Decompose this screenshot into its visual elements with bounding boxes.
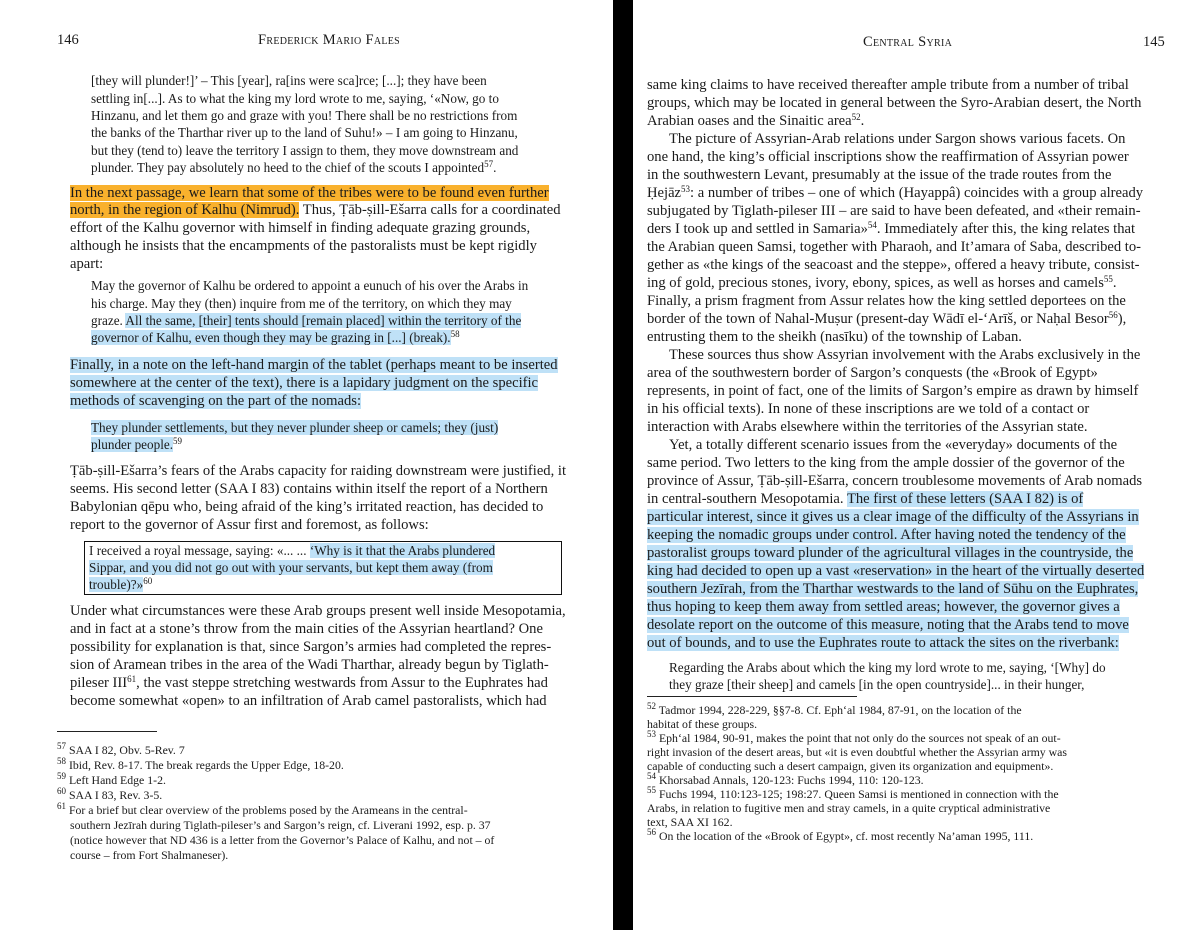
left-page-number: 146 (57, 32, 79, 48)
footnote: southern Jezīrah during Tiglath-pileser’s and Sargon’s reign, cf. Liverani 1992, esp. p. 37 (70, 818, 491, 832)
highlight-blue: They plunder settlements, but they never plunder sheep or camels; they (just) (91, 420, 499, 435)
highlight-blue: The first of these letters (SAA I 82) is of (846, 491, 1084, 507)
body-line: interaction with Arabs elsewhere within the territories of the Assyrian state. (647, 419, 1088, 435)
body-line: apart: (70, 256, 104, 272)
body-line: These sources thus show Assyrian involvement with the Arabs exclusively in the (669, 347, 1141, 363)
body-line: north, in the region of Kalhu (Nimrud). Thus, Ṭāb-ṣill-Ešarra calls for a coordinated (70, 202, 561, 218)
highlight-blue: somewhere at the center of the text), there is a lapidary judgment on the specific (70, 375, 539, 391)
footnote: $^{58}$ Ibid, Rev. 8-17. The break regards the Upper Edge, 18-20. (57, 756, 344, 772)
highlight-blue: pastoralist groups toward plunder of the agricultural villages in the countryside, the (647, 545, 1134, 561)
body-line: although he insists that the encampments of the pastoralists must be kept rigidly (70, 238, 537, 254)
highlight-blue: plunder people. (91, 437, 174, 452)
quote-line (91, 330, 460, 347)
body-line: ing of gold, precious stones, ivory, ebony, spices, as well as horses and camels$^{55}$. (647, 274, 1117, 291)
footnote-ref: 52 (851, 112, 861, 122)
footnote-ref: 55 (1103, 274, 1113, 284)
body-line: Under what circumstances were these Arab groups present well inside Mesopotamia, (70, 603, 566, 619)
body-line: Yet, a totally different scenario issues from the «everyday» documents of the (669, 437, 1118, 453)
highlight-blue: ‘Why is it that the Arabs plundered (309, 543, 496, 558)
footnote: text, SAA XI 162. (647, 815, 733, 829)
footnote-ref: 58 (450, 329, 460, 339)
body-line: Arabian oases and the Sinaitic area$^{52}$. (647, 112, 865, 129)
highlight-blue: southern Jezīrah, from the Tharthar westwards to the land of Sūhu on the Euphrates, (647, 581, 1139, 597)
footnote: $^{56}$ On the location of the «Brook of Egypt», cf. most recently Na’aman 1995, 111. (647, 827, 1034, 843)
body-line (647, 526, 1126, 544)
body-line: in central-southern Mesopotamia. The first of these letters (SAA I 82) is of (647, 491, 1084, 507)
body-line: The picture of Assyrian-Arab relations under Sargon shows various facets. On (669, 131, 1126, 147)
body-line (70, 374, 538, 392)
footnote: course – from Fort Shalmaneser). (70, 848, 229, 862)
body-line: in his official texts). In none of these inscriptions are we told of a contact or (647, 401, 1090, 417)
footnote-divider (57, 731, 157, 732)
body-line: the Arabian queen Samsi, together with Pharaoh, and It’amara of Saba, described to- (647, 239, 1141, 255)
footnote-ref: 59 (173, 436, 183, 446)
body-line: seems. His second letter (SAA I 83) contains within itself the report of a Northern (70, 481, 548, 497)
quote-line: the banks of the Tharthar river up to the land of Suhu!» – I am going to Hinzanu, (91, 125, 518, 140)
footnote: $^{57}$ SAA I 82, Obv. 5-Rev. 7 (57, 741, 185, 757)
footnote: $^{55}$ Fuchs 1994, 110:123-125; 198:27. Queen Samsi is mentioned in connection with the (647, 785, 1059, 801)
highlight-blue: desolate report on the outcome of this measure, noting that the Arabs tend to move (647, 617, 1129, 633)
footnote-ref: 53 (681, 184, 691, 194)
footnote: (notice however that ND 436 is a letter from the Governor’s Palace of Kalhu, and not – of (70, 833, 495, 847)
left-running-header: Frederick Mario Fales (258, 32, 401, 48)
body-line: subjugated by Tiglath-pileser III – are said to have been defeated, and «their remain- (647, 203, 1141, 219)
body-line: area of the southwestern border of Sargon’s conquests (the «Brook of Egypt» (647, 365, 1098, 381)
footnote-ref: 61 (127, 674, 137, 684)
footnote: $^{52}$ Tadmor 1994, 228-229, §§7-8. Cf. Eph‘al 1984, 87-91, on the location of the (647, 701, 1022, 717)
body-line: sion of Aramean tribes in the area of the Wadi Tharthar, already begun by Tiglath- (70, 657, 549, 673)
footnote: $^{61}$ For a brief but clear overview of the problems posed by the Arameans in the central- (57, 801, 468, 817)
footnote: Arabs, in relation to fugitive men and stray camels, in a quite cryptical administrative (647, 801, 1051, 815)
footnote: $^{60}$ SAA I 83, Rev. 3-5. (57, 786, 163, 802)
footnote: habitat of these groups. (647, 717, 758, 731)
quote-line: Hinzanu, and let them go and graze with you! There shall be no restrictions from (91, 108, 518, 123)
body-line: Ṭāb-ṣill-Ešarra’s fears of the Arabs capacity for raiding downstream were justified, it (70, 463, 567, 479)
highlight-blue: king had decided to open up a vast «reservation» in the heart of the virtually deserted (647, 563, 1145, 579)
body-line: same period. Two letters to the king from the ample dossier of the governor of the (647, 455, 1125, 471)
body-line (70, 356, 558, 374)
footnote-divider (647, 696, 857, 697)
highlight-blue: particular interest, since it gives us a clear image of the difficulty of the Assyrians in (647, 509, 1139, 525)
body-line: groups, which may be located in general between the Syro-Arabian desert, the North (647, 95, 1142, 111)
footnote-ref: 57 (484, 159, 494, 169)
body-line: one hand, the king’s official inscriptions show the reaffirmation of Assyrian power (647, 149, 1129, 165)
body-line: in the southwestern Levant, presumably at the issue of the trade routes from the (647, 167, 1112, 183)
quote-line: plunder. They pay absolutely no heed to the chief of the scouts I appointed$^{57}$. (91, 159, 497, 175)
right-page (633, 0, 1200, 930)
body-line: entrusting them to the sheikh (nasīku) of the township of Laban. (647, 329, 1022, 345)
quote-line: Regarding the Arabs about which the king my lord wrote to me, saying, ‘[Why] do (669, 660, 1106, 675)
body-line (647, 562, 1144, 580)
quote-line: I received a royal message, saying: «... ... ‘Why is it that the Arabs plundered (89, 543, 496, 558)
highlight-blue: Finally, in a note on the left-hand margin of the tablet (perhaps meant to be inserted (70, 357, 558, 373)
body-line: Babylonian qēpu who, being afraid of the king’s irritated reaction, has decided to (70, 499, 544, 515)
quote-line: [they will plunder!]’ – This [year], ra[ins were sca]rce; [...]; they have been (91, 73, 487, 88)
body-line: Ḥejāz$^{53}$: a number of tribes – one of which (Hayappâ) coincides with a group already (647, 184, 1144, 201)
body-line: possibility for explanation is that, since Sargon’s armies had completed the repres- (70, 639, 552, 655)
footnote: capable of conducting such a desert campaign, given its organization and equipment». (647, 759, 1054, 773)
body-line: gether as «the kings of the seacoast and the steppe», offered a heavy tribute, consist- (647, 257, 1140, 273)
quote-line (89, 560, 493, 577)
highlight-blue: methods of scavenging on the part of the nomads: (70, 393, 361, 409)
quote-line: graze. All the same, [their] tents should [remain placed] within the territory of the (91, 313, 522, 328)
quote-line: his charge. May they (then) inquire from me of the territory, on which they may (91, 296, 512, 311)
footnote: $^{54}$ Khorsabad Annals, 120-123: Fuchs 1994, 110: 120-123. (647, 771, 924, 787)
body-line (70, 392, 361, 410)
highlight-blue: Sippar, and you did not go out with your servants, but kept them away (from (89, 560, 493, 575)
quote-line (91, 437, 182, 454)
body-line (70, 184, 549, 202)
body-line: same king claims to have received thereafter ample tribute from a number of tribal (647, 77, 1129, 93)
body-line: ders I took up and settled in Samaria»$^{54}$. Immediately after this, the king relates that (647, 220, 1136, 237)
body-line: effort of the Kalhu governor with himself in finding adequate grazing grounds, (70, 220, 531, 236)
quote-line: they graze [their sheep] and camels [in the open countryside]... in their hunger, (669, 677, 1085, 692)
body-line: represents, in point of fact, one of the limits of Sargon’s empire as drawn by himself (647, 383, 1139, 399)
quote-line: settling in[...]. As to what the king my lord wrote to me, saying, ‘«Now, go to (91, 91, 499, 106)
highlight-orange: north, in the region of Kalhu (Nimrud). (70, 202, 300, 218)
body-line: Finally, a prism fragment from Assur relates how the king settled deportees on the (647, 293, 1126, 309)
quote-line (89, 577, 152, 594)
body-line (647, 508, 1139, 526)
highlight-blue: out of bounds, and to use the Euphrates route to attack the sites on the riverbank: (647, 635, 1119, 651)
footnote: $^{59}$ Left Hand Edge 1-2. (57, 771, 166, 787)
highlight-orange: In the next passage, we learn that some of the tribes were to be found even further (70, 185, 549, 201)
footnote: right invasion of the desert areas, but «it is even doubtful whether the Assyrian army was (647, 745, 1067, 759)
highlight-blue: keeping the nomadic groups under control. After having noted the tendency of the (647, 527, 1126, 543)
right-page-number: 145 (1143, 34, 1165, 50)
body-line: province of Assur, Ṭāb-ṣill-Ešarra, concern troublesome movements of Arab nomads (647, 473, 1143, 489)
quote-line (91, 420, 498, 437)
body-line (647, 544, 1133, 562)
highlight-blue: All the same, [their] tents should [remain placed] within the territory of the (125, 313, 522, 328)
footnote: $^{53}$ Eph‘al 1984, 90-91, makes the point that not only do the sources not speak of an out- (647, 729, 1061, 745)
body-line (647, 634, 1119, 652)
highlight-blue: governor of Kalhu, even though they may be grazing in [...] (break). (91, 330, 451, 345)
footnote-ref: 54 (867, 220, 877, 230)
body-line: report to the governor of Assur first and foremost, as follows: (70, 517, 429, 533)
body-line (647, 580, 1138, 598)
footnote-ref: 56 (1108, 310, 1118, 320)
highlight-blue: trouble)?» (89, 577, 144, 592)
body-line: pileser III$^{61}$, the vast steppe stretching westwards from Assur to the Euphrates had (70, 674, 548, 691)
body-line: become somewhat «open» to an infiltration of Arab camel pastoralists, which had (70, 693, 547, 709)
highlight-blue: thus hoping to keep them away from settled areas; however, the governor gives a (647, 599, 1120, 615)
body-line (647, 616, 1129, 634)
body-line: and in fact at a stone’s throw from the main cities of the Assyrian heartland? One (70, 621, 543, 637)
right-running-header: Central Syria (863, 34, 953, 50)
body-line (647, 598, 1120, 616)
footnote-ref: 60 (143, 576, 153, 586)
quote-line: May the governor of Kalhu be ordered to appoint a eunuch of his over the Arabs in (91, 278, 529, 293)
body-line: border of the town of Nahal-Muṣur (present-day Wādī el-‘Arīš, or Naḥal Besor$^{56}$), (647, 310, 1127, 327)
quote-line: but they (tend to) leave the territory I assign to them, they move downstream and (91, 143, 519, 158)
